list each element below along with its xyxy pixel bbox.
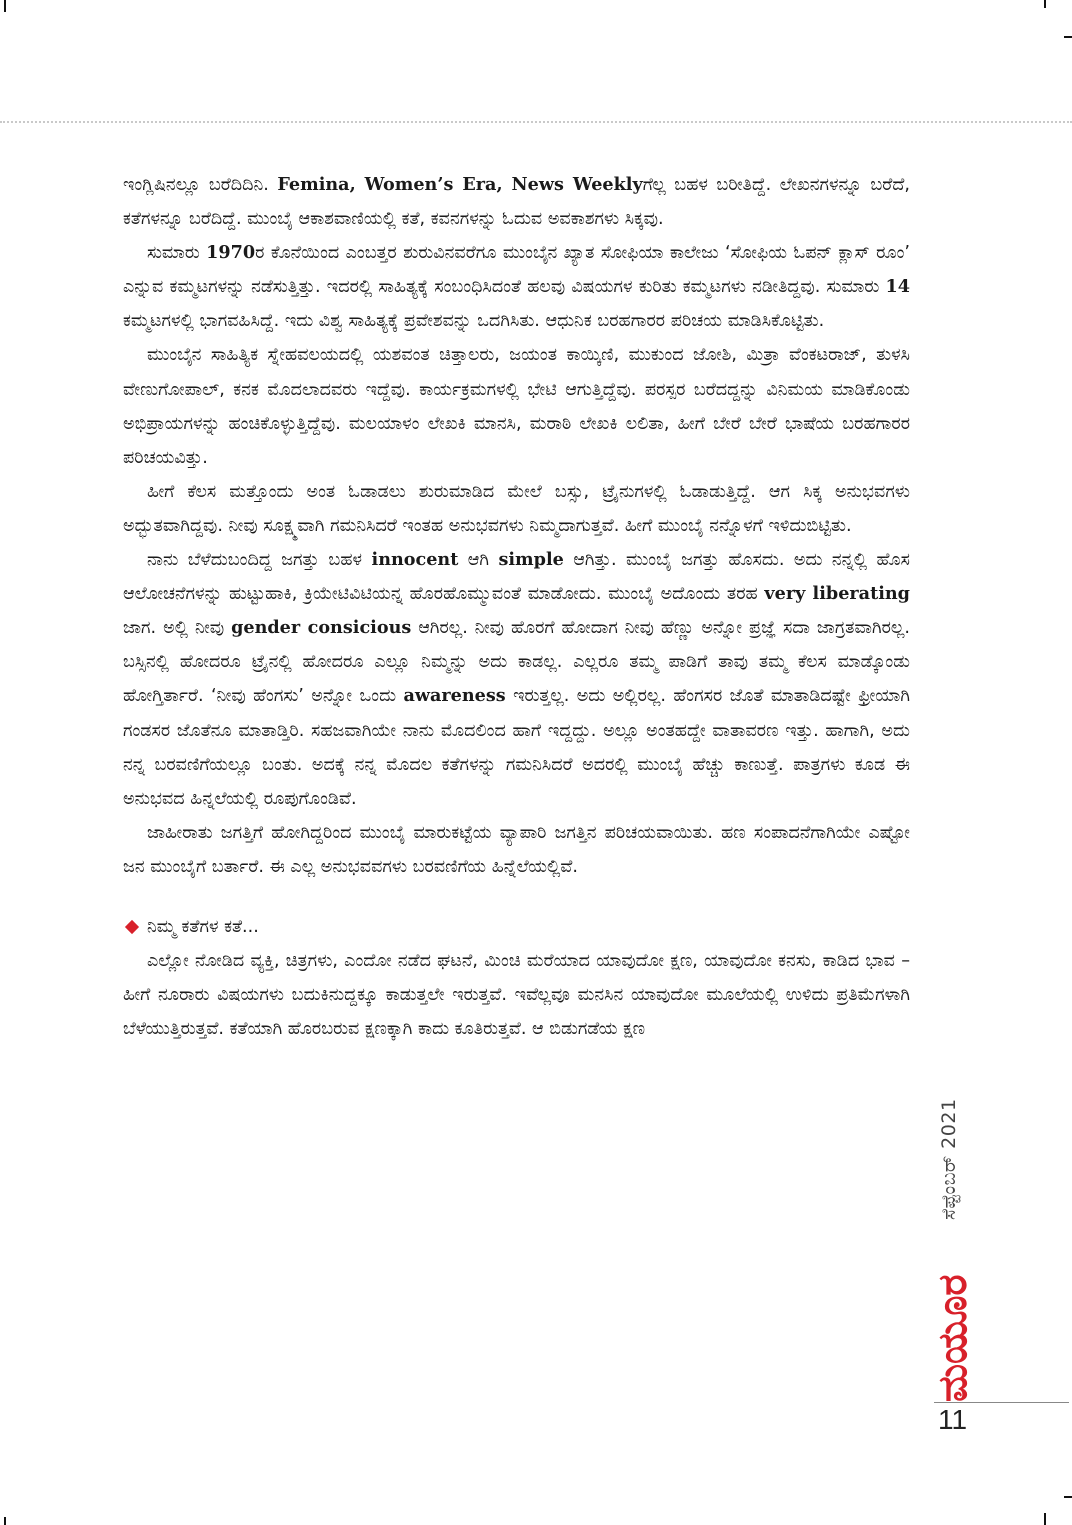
paragraph-5-text-k: ಇರುತ್ತಲ್ಲ. ಅದು ಅಲ್ಲಿರಲ್ಲ. ಹೆಂಗಸರ ಜೊತೆ ಮಾತಾಡಿದಷ್ಟೇ ಫ್ರೀಯಾಗಿ ಗಂಡಸರ ಜೊತೆನೂ ಮಾತಾಡ್ತಿರಿ. ಸಹಜವಾಗಿಯೇ ನಾನು ಮೊದಲಿಂದ ಹಾಗೆ ಇದ್ದದ್ದು. ಅಲ್ಲೂ ಅಂತಹದ್ದೇ ವಾತಾವರಣ ಇತ್ತು. ಹಾಗಾಗಿ, ಅದು ನನ್ನ ಬರವಣಿಗೆಯಲ್ಲೂ ಬಂತು. ಅದಕ್ಕೆ ನನ್ನ ಮೊದಲ ಕತೆಗಳನ್ನು ಗಮನಿಸಿದರೆ ಅದರಲ್ಲಿ ಮುಂಬೈ ಹೆಚ್ಚು ಕಾಣುತ್ತೆ. ಪಾತ್ರಗಳು ಕೂಡ ಈ ಅನುಭವದ ಹಿನ್ನಲೆಯಲ್ಲಿ ರೂಪುಗೊಂಡಿವೆ. [123,686,910,809]
crop-mark-top-right [1044,0,1046,8]
paragraph-5-english-awareness: awareness [403,685,506,707]
crop-mark-right-lower [1064,1496,1072,1498]
paragraph-1-text-a: ಇಂಗ್ಲಿಷಿನಲ್ಲೂ ಬರೆದಿದಿನಿ. [123,175,278,195]
magazine-brand-logo: ಮಯೂರ [930,1274,976,1402]
section-heading [123,910,910,944]
paragraph-5-text-c: ಆಗಿ [458,550,499,571]
diamond-bullet-icon [125,920,139,934]
header-dotted-rule [0,121,1072,123]
paragraph-2 [123,236,910,338]
article-body [123,168,910,1046]
crop-mark-top-left [4,0,6,12]
paragraph-5-english-liberating: very liberating [764,583,910,605]
crop-mark-right-upper [1064,36,1072,38]
paragraph-4: ಹೀಗೆ ಕೆಲಸ ಮತ್ತೊಂದು ಅಂತ ಓಡಾಡಲು ಶುರುಮಾಡಿದ ಮೇಲೆ ಬಸ್ಸು, ಟ್ರೈನುಗಳಲ್ಲಿ ಓಡಾಡುತ್ತಿದ್ದೆ. ಆಗ ಸಿಕ್ಕ ಅನುಭವಗಳು ಅದ್ಭುತವಾಗಿದ್ದವು. ನೀವು ಸೂಕ್ಷ್ಮವಾಗಿ ಗಮನಿಸಿದರೆ ಇಂತಹ ಅನುಭವಗಳು ನಿಮ್ಮದಾಗುತ್ತವೆ. ಹೀಗೆ ಮುಂಬೈ ನನ್ನೊಳಗೆ ಇಳಿದುಬಿಟ್ಟಿತು. [123,481,910,536]
paragraph-5-english-gender: gender consicious [231,617,412,639]
paragraph-2-text-a: ಸುಮಾರು [147,243,207,264]
paragraph-5 [123,543,910,816]
paragraph-6: ಜಾಹೀರಾತು ಜಗತ್ತಿಗೆ ಹೋಗಿದ್ದರಿಂದ ಮುಂಬೈ ಮಾರುಕಟ್ಟೆಯ ವ್ಯಾಪಾರಿ ಜಗತ್ತಿನ ಪರಿಚಯವಾಯಿತು. ಹಣ ಸಂಪಾದನೆಗಾಗಿಯೇ ಎಷ್ಟೋ ಜನ ಮುಂಬೈಗೆ ಬರ್ತಾರೆ. ಈ ಎಲ್ಲ ಅನುಭವವಗಳು ಬರವಣಿಗೆಯ ಹಿನ್ನೆಲೆಯಲ್ಲಿವೆ. [123,822,910,877]
section-heading-text: ನಿಮ್ಮ ಕತೆಗಳ ಕತೆ... [147,916,259,937]
paragraph-3: ಮುಂಬೈನ ಸಾಹಿತ್ಯಿಕ ಸ್ನೇಹವಲಯದಲ್ಲಿ ಯಶವಂತ ಚಿತ್ತಾಲರು, ಜಯಂತ ಕಾಯ್ಕಿಣಿ, ಮುಕುಂದ ಜೋಶಿ, ಮಿತ್ರಾ ವೆಂಕಟರಾಜ್, ತುಳಸಿ ವೇಣುಗೋಪಾಲ್, ಕನಕ ಮೊದಲಾದವರು ಇದ್ದೆವು. ಕಾರ್ಯಕ್ರಮಗಳಲ್ಲಿ ಭೇಟಿ ಆಗುತ್ತಿದ್ದೆವು. ಪರಸ್ಪರ ಬರೆದದ್ದನ್ನು ವಿನಿಮಯ ಮಾಡಿಕೊಂಡು ಅಭಿಪ್ರಾಯಗಳನ್ನು ಹಂಚಿಕೊಳ್ಳುತ್ತಿದ್ದೆವು. ಮಲಯಾಳಂ ಲೇಖಕಿ ಮಾನಸಿ, ಮರಾಠಿ ಲೇಖಕಿ ಲಲಿತಾ, ಹೀಗೆ ಬೇರೆ ಬೇರೆ ಭಾಷೆಯ ಬರಹಗಾರರ ಪರಿಚಯವಿತ್ತು. [123,345,910,468]
paragraph-1 [123,168,910,236]
paragraph-1-text-c: ಗೆಲ್ಲ ಬಹಳ ಬರೀತಿದ್ದೆ. ಲೇಖನಗಳನ್ನೂ ಬರೆದೆ, ಕತೆಗಳನ್ನೂ ಬರೆದಿದ್ದೆ. ಮುಂಬೈ ಆಕಾಶವಾಣಿಯಲ್ಲಿ ಕತೆ, ಕವನಗಳನ್ನು ಓದುವ ಅವಕಾಶಗಳು ಸಿಕ್ಕವು. [123,175,910,230]
paragraph-7: ಎಲ್ಲೋ ನೋಡಿದ ವ್ಯಕ್ತಿ, ಚಿತ್ರಗಳು, ಎಂದೋ ನಡೆದ ಘಟನೆ, ಮಿಂಚಿ ಮರೆಯಾದ ಯಾವುದೋ ಕ್ಷಣ, ಯಾವುದೋ ಕನಸು, ಕಾಡಿದ ಭಾವ – ಹೀಗೆ ನೂರಾರು ವಿಷಯಗಳು ಬದುಕಿನುದ್ದಕ್ಕೂ ಕಾಡುತ್ತಲೇ ಇರುತ್ತವೆ. ಇವೆಲ್ಲವೂ ಮನಸಿನ ಯಾವುದೋ ಮೂಲೆಯಲ್ಲಿ ಉಳಿದು ಪ್ರತಿಮೆಗಳಾಗಿ ಬೆಳೆಯುತ್ತಿರುತ್ತವೆ. ಕತೆಯಾಗಿ ಹೊರಬರುವ ಕ್ಷಣಕ್ಕಾಗಿ ಕಾದು ಕೂತಿರುತ್ತವೆ. ಆ ಬಿಡುಗಡೆಯ ಕ್ಷಣ [123,951,910,1040]
paragraph-2-text-c: ರ ಕೊನೆಯಿಂದ ಎಂಬತ್ತರ ಶುರುವಿನವರೆಗೂ ಮುಂಬೈನ ಖ್ಯಾತ ಸೋಫಿಯಾ ಕಾಲೇಜು ‘ಸೋಫಿಯ ಓಪನ್ ಕ್ಲಾಸ್ ರೂಂ’ ಎನ್ನುವ ಕಮ್ಮಟಗಳನ್ನು ನಡೆಸುತ್ತಿತ್ತು. ಇದರಲ್ಲಿ ಸಾಹಿತ್ಯಕ್ಕೆ ಸಂಬಂಧಿಸಿದಂತೆ ಹಲವು ವಿಷಯಗಳ ಕುರಿತು ಕಮ್ಮಟಗಳು ನಡೀತಿದ್ದವು. ಸುಮಾರು [123,243,910,298]
paragraph-5-text-g: ಜಾಗ. ಅಲ್ಲಿ ನೀವು [123,618,232,639]
paragraph-5-text-i: ಆಗಿರಲ್ಲ. ನೀವು ಹೊರಗೆ ಹೋದಾಗ ನೀವು ಹೆಣ್ಣು ಅನ್ನೋ ಪ್ರಜ್ಞೆ ಸದಾ ಜಾಗ್ರತವಾಗಿರಲ್ಲ. ಬಸ್ಸಿನಲ್ಲಿ ಹೋದರೂ ಟ್ರೈನಲ್ಲಿ ಹೋದರೂ ಎಲ್ಲೂ ನಿಮ್ಮನ್ನು ಅದು ಕಾಡಲ್ಲ. ಎಲ್ಲರೂ ತಮ್ಮ ಪಾಡಿಗೆ ತಾವು ತಮ್ಮ ಕೆಲಸ ಮಾಡ್ಕೊಂಡು ಹೋಗ್ತಿರ್ತಾರೆ. ‘ನೀವು ಹೆಂಗಸು’ ಅನ್ನೋ ಒಂದು [123,618,910,707]
paragraph-2-count: 14 [885,276,910,298]
paragraph-5-english-simple: simple [498,549,564,571]
issue-date-label: ಸೆಪ್ಟೆಂಬರ್ 2021 [938,1098,960,1220]
page-number: 11 [938,1404,968,1435]
crop-mark-bottom-right [1044,1513,1046,1525]
paragraph-5-english-innocent: innocent [371,549,459,571]
paragraph-2-text-e: ಕಮ್ಮಟಗಳಲ್ಲಿ ಭಾಗವಹಿಸಿದ್ದೆ. ಇದು ವಿಶ್ವ ಸಾಹಿತ್ಯಕ್ಕೆ ಪ್ರವೇಶವನ್ನು ಒದಗಿಸಿತು. ಆಧುನಿಕ ಬರಹಗಾರರ ಪರಿಚಯ ಮಾಡಿಸಿಕೊಟ್ಟಿತು. [123,311,825,332]
paragraph-1-english-titles: Femina, Women’s Era, News Weekly [277,174,643,195]
paragraph-5-text-e: ಆಗಿತ್ತು. ಮುಂಬೈ ಜಗತ್ತು ಹೊಸದು. ಅದು ನನ್ನಲ್ಲಿ ಹೊಸ ಆಲೋಚನೆಗಳನ್ನು ಹುಟ್ಟುಹಾಕಿ, ಕ್ರಿಯೇಟಿವಿಟಿಯನ್ನ ಹೊರಹೊಮ್ಮುವಂತೆ ಮಾಡೋದು. ಮುಂಬೈ ಅದೊಂದು ತರಹ [123,550,910,605]
page-number-rule [934,1402,1069,1403]
crop-mark-bottom-left [4,1517,6,1525]
paragraph-5-text-a: ನಾನು ಬೆಳೆದುಬಂದಿದ್ದ ಜಗತ್ತು ಬಹಳ [147,550,372,571]
paragraph-2-year: 1970 [206,242,256,264]
